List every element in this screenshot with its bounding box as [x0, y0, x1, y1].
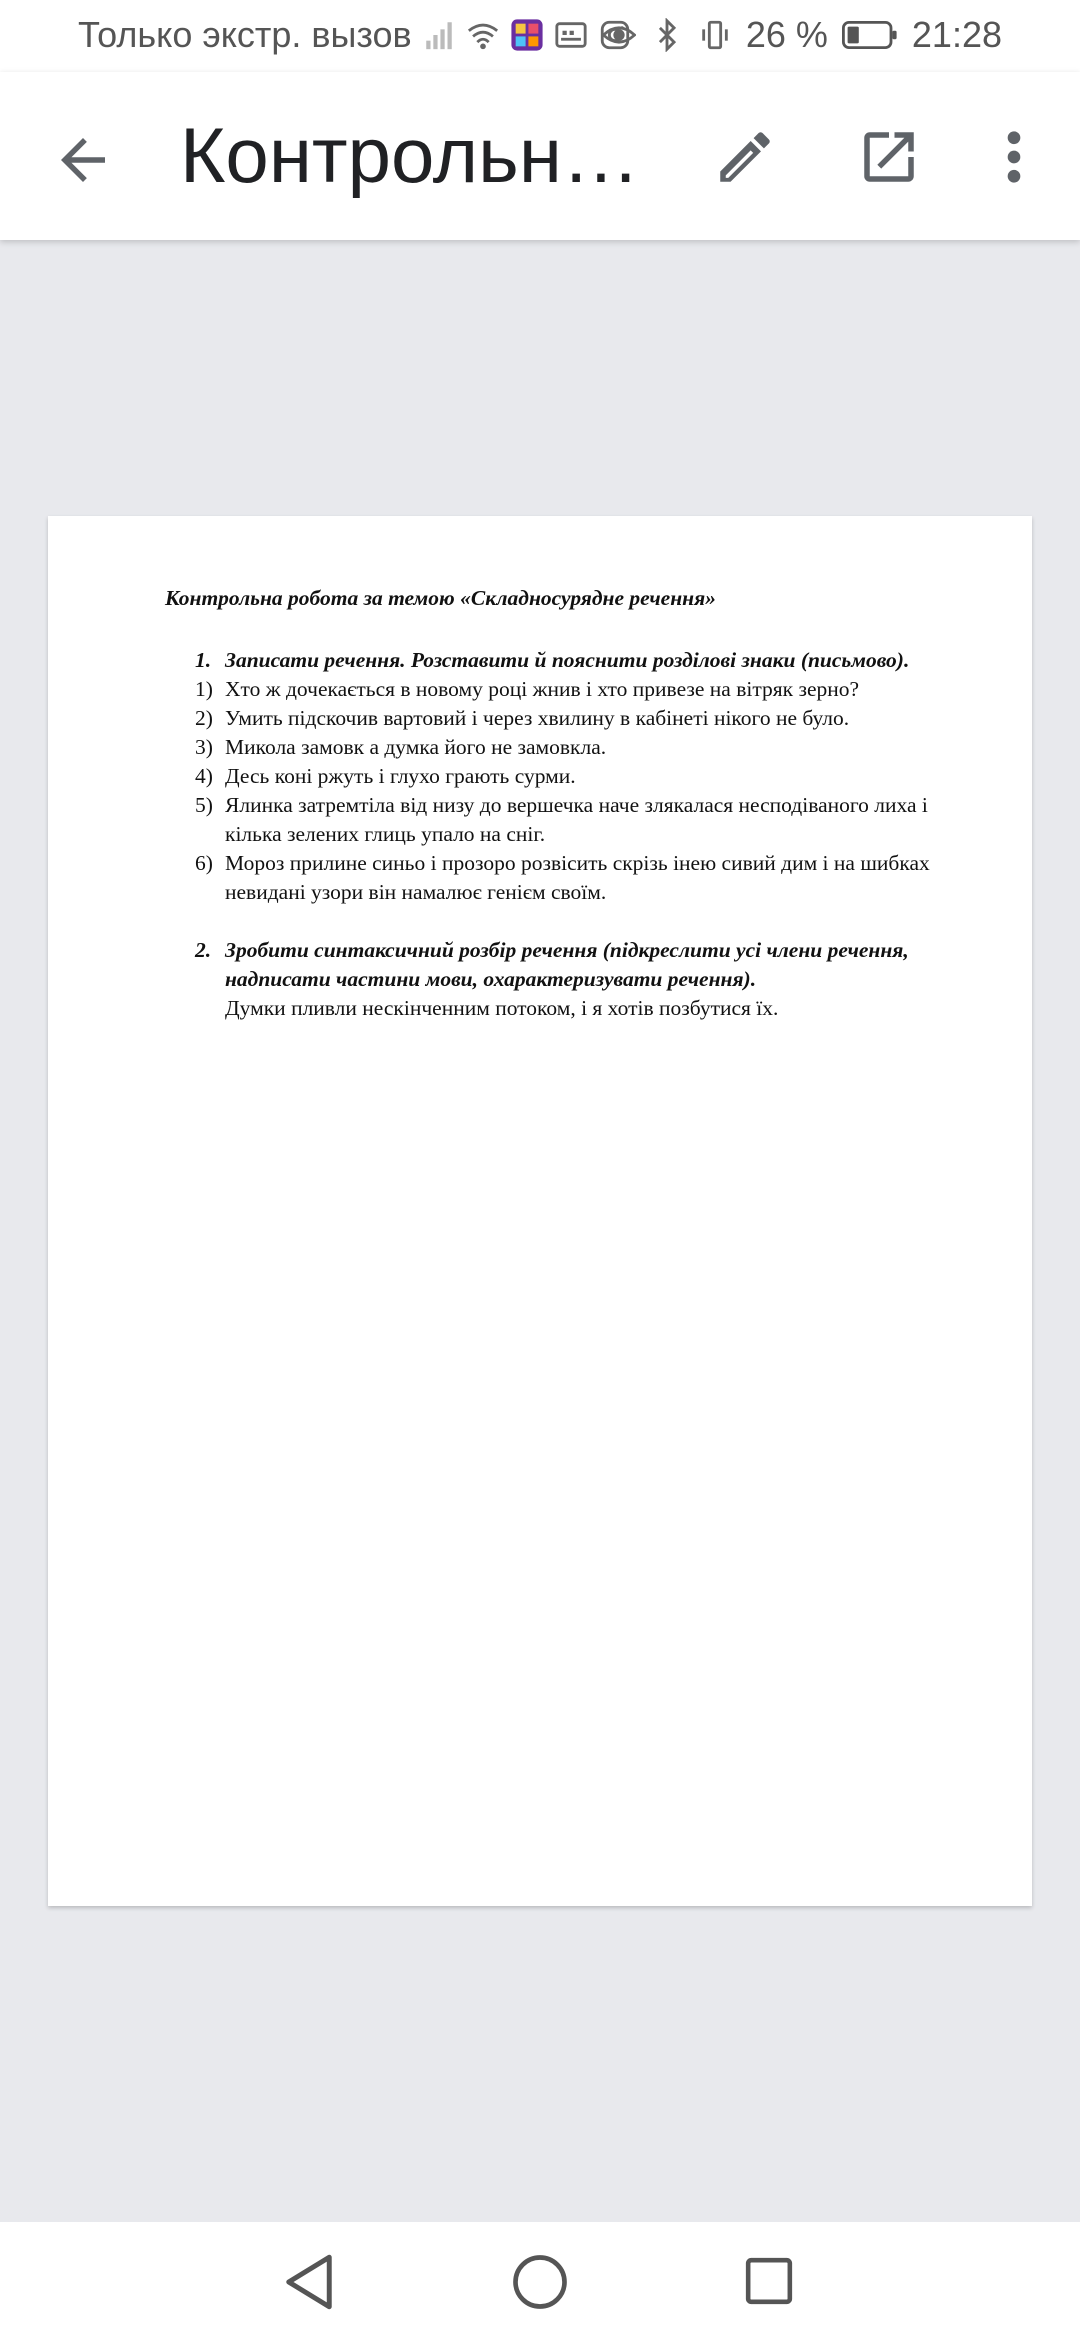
task-number: 1. — [195, 648, 212, 672]
list-item — [195, 762, 985, 791]
edit-button[interactable] — [712, 124, 778, 190]
battery-percent: 26 % — [745, 14, 828, 55]
item-text: Мороз прилине синьо і прозоро розвісить скрізь інею сивий дим і на шибках невидані узори він намалює генієм своїм. — [225, 851, 930, 904]
open-external-button[interactable] — [856, 124, 922, 190]
nav-back-button[interactable] — [282, 2252, 336, 2312]
back-button[interactable] — [50, 127, 116, 193]
item-number: 5) — [195, 793, 213, 817]
item-text: Десь коні ржуть і глухо грають сурми. — [225, 764, 576, 788]
gallery-notification-icon — [554, 18, 588, 52]
triangle-back-icon — [282, 2252, 336, 2312]
more-vert-icon — [996, 124, 1032, 190]
item-number: 6) — [195, 851, 213, 875]
item-text: Ялинка затремтіла від низу до вершечка наче злякалася несподіваного лиха і кілька зелених глиць упало на сніг. — [225, 793, 928, 846]
vibrate-icon — [698, 18, 732, 52]
square-recents-icon — [744, 2256, 794, 2306]
item-number: 2) — [195, 706, 213, 730]
item-text: Микола замовк а думка його не замовкла. — [225, 735, 607, 759]
document-content — [165, 584, 985, 1023]
task-2 — [195, 936, 985, 1023]
bluetooth-icon — [650, 18, 684, 52]
list-item — [195, 675, 985, 704]
wifi-icon — [466, 18, 500, 52]
task-number: 2. — [195, 938, 212, 962]
carrier-text: Только экстр. вызов — [78, 14, 412, 55]
item-number: 1) — [195, 677, 213, 701]
task-1-title — [195, 646, 985, 675]
status-bar — [0, 0, 1080, 72]
clock: 21:28 — [911, 14, 1002, 55]
signal-icon — [422, 18, 456, 52]
list-item — [195, 791, 985, 849]
task-title-text: Записати речення. Розставити й пояснити розділові знаки (письмово). — [225, 648, 910, 672]
open-in-new-icon — [856, 124, 922, 190]
status-left — [78, 14, 632, 56]
nav-recents-button[interactable] — [744, 2256, 794, 2306]
app-bar — [0, 72, 1080, 240]
navigation-bar — [0, 2222, 1080, 2340]
status-right — [602, 14, 1002, 56]
app-notification-icon — [510, 18, 544, 52]
list-item — [195, 849, 985, 907]
battery-icon — [842, 18, 898, 52]
list-item — [195, 733, 985, 762]
item-text: Умить підскочив вартовий і через хвилину в кабінеті нікого не було. — [225, 706, 850, 730]
pencil-icon — [712, 124, 778, 190]
more-options-button[interactable] — [996, 124, 1032, 190]
arrow-back-icon — [50, 127, 116, 193]
nav-home-button[interactable] — [512, 2254, 568, 2310]
circle-home-icon — [512, 2254, 568, 2310]
document-heading: Контрольна робота за темою «Складносурядне речення» — [165, 586, 716, 610]
item-number: 3) — [195, 735, 213, 759]
task-2-title — [195, 936, 985, 994]
page-title: Контрольна... — [180, 111, 670, 199]
list-item — [195, 704, 985, 733]
eye-icon — [602, 18, 636, 52]
document-page[interactable] — [48, 516, 1032, 1906]
task-title-text: Зробити синтаксичний розбір речення (підкреслити усі члени речення, надписати частини мови, охарактеризувати речення). — [225, 938, 909, 991]
item-text: Хто ж дочекається в новому році жнив і хто привезе на вітряк зерно? — [225, 677, 860, 701]
item-number: 4) — [195, 764, 213, 788]
task-1 — [195, 646, 985, 907]
task-2-sentence: Думки пливли нескінченним потоком, і я хотів позбутися їх. — [225, 996, 779, 1020]
